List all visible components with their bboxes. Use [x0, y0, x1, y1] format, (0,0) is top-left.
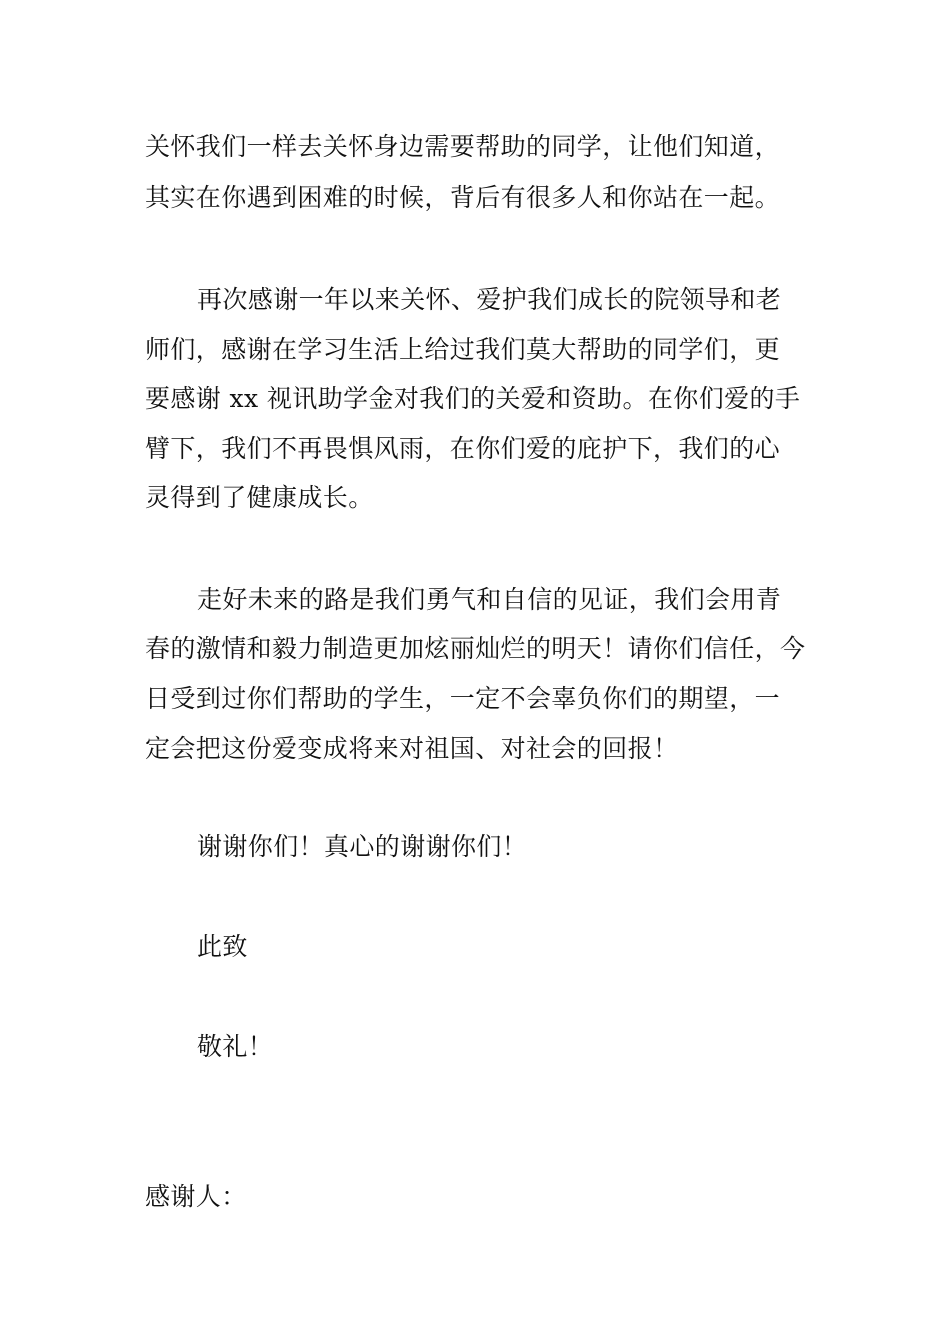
signature-label: 感谢人： [145, 1182, 247, 1211]
paragraph-2-line-5: 灵得到了健康成长。 [145, 483, 374, 512]
paragraph-3-line-4: 定会把这份爱变成将来对祖国、对社会的回报！ [145, 734, 679, 763]
closing-salutation: 此致 [197, 932, 248, 961]
paragraph-3-line-2: 春的激情和毅力制造更加炫丽灿烂的明天！请你们信任，今 [145, 634, 806, 663]
paragraph-3-line-3: 日受到过你们帮助的学生，一定不会辜负你们的期望，一 [145, 684, 781, 713]
paragraph-2-line-3: 要感谢 xx 视讯助学金对我们的关爱和资助。在你们爱的手 [145, 384, 801, 413]
paragraph-2-line-2: 师们，感谢在学习生活上给过我们莫大帮助的同学们，更 [145, 335, 781, 364]
paragraph-1-line-1: 关怀我们一样去关怀身边需要帮助的同学，让他们知道， [145, 132, 781, 161]
thanks-line: 谢谢你们！真心的谢谢你们！ [197, 832, 528, 861]
paragraph-2-line-4: 臂下，我们不再畏惧风雨，在你们爱的庇护下，我们的心 [145, 434, 781, 463]
paragraph-1-line-2: 其实在你遇到困难的时候，背后有很多人和你站在一起。 [145, 183, 781, 212]
closing-regards: 敬礼！ [197, 1032, 274, 1061]
paragraph-2-line-1: 再次感谢一年以来关怀、爱护我们成长的院领导和老 [197, 285, 782, 314]
paragraph-3-line-1: 走好未来的路是我们勇气和自信的见证，我们会用青 [197, 585, 782, 614]
